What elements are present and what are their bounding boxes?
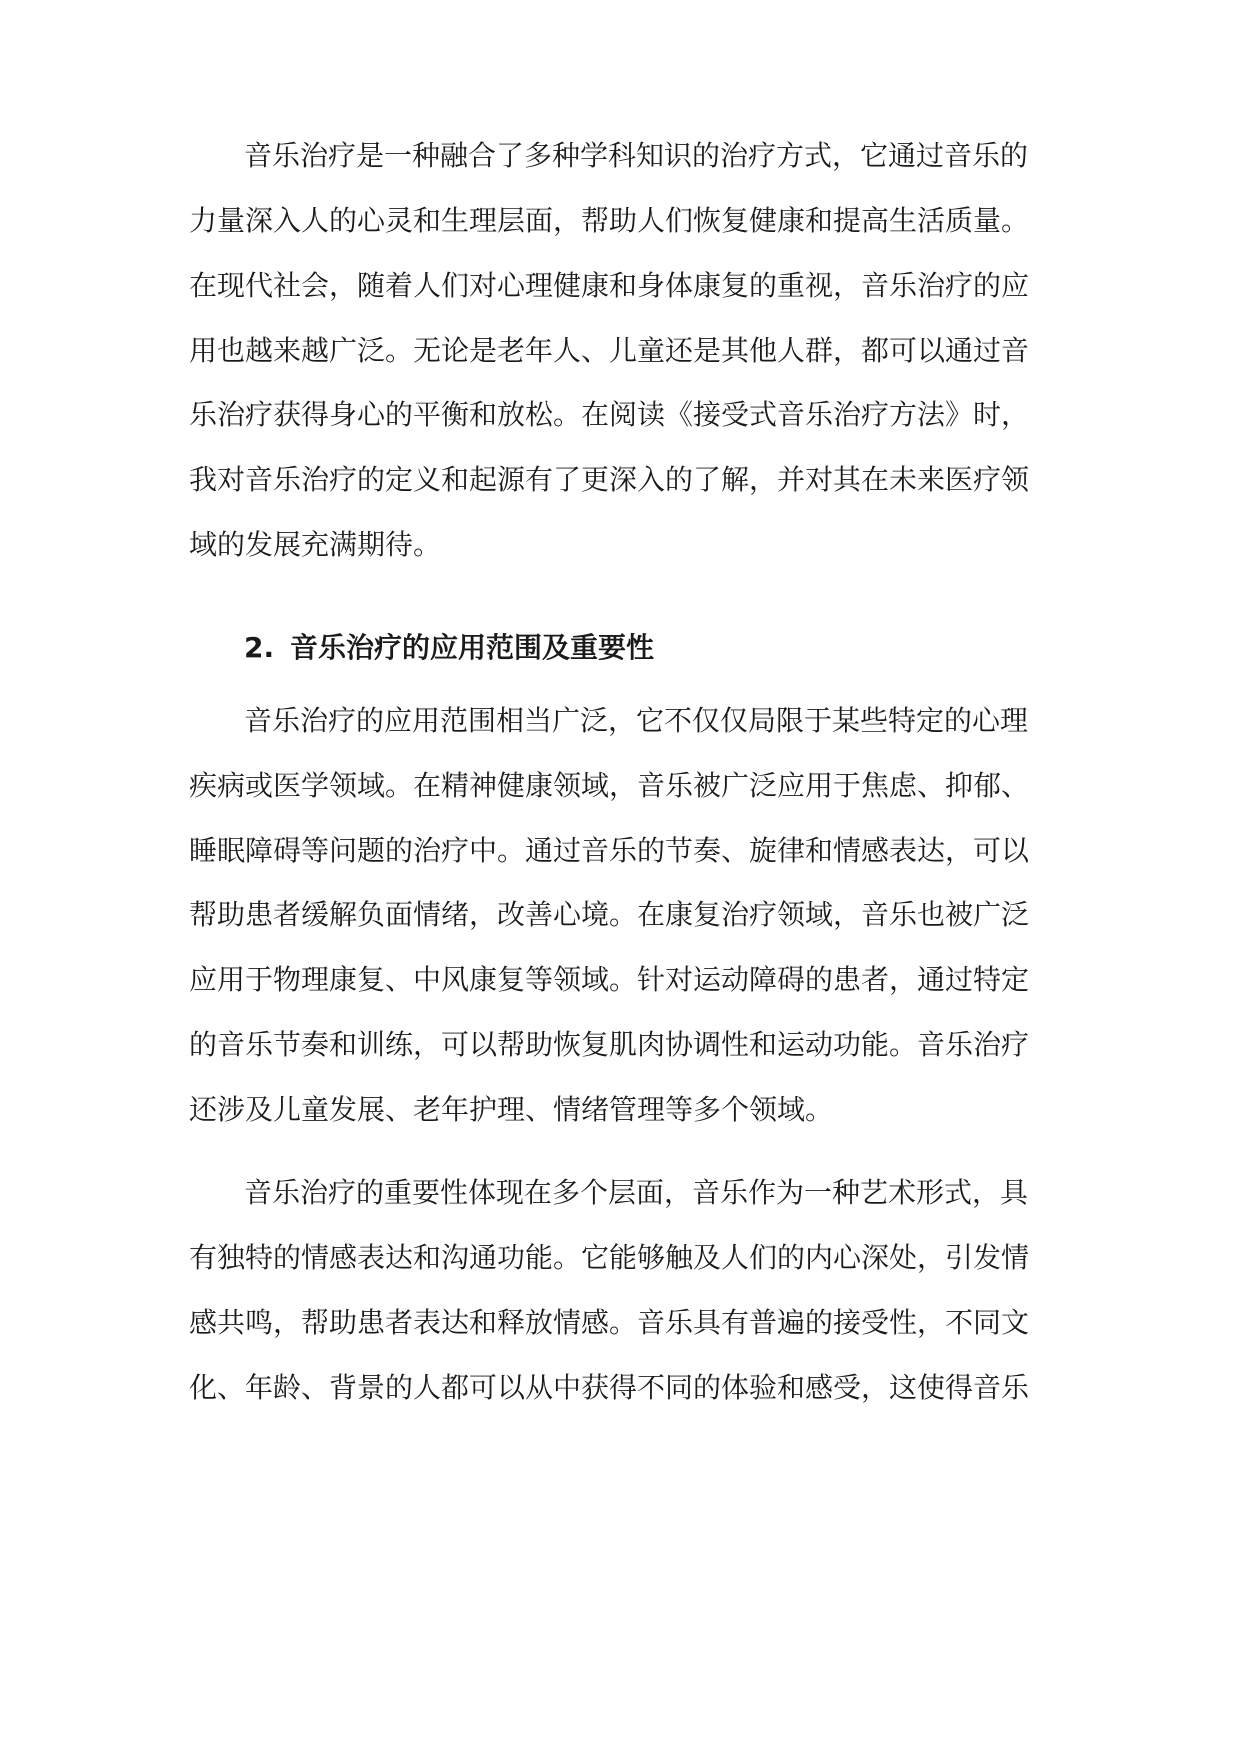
paragraph-line: 疾病或医学领域。在精神健康领域，音乐被广泛应用于焦虑、抑郁、 <box>189 769 1030 802</box>
section-heading <box>244 630 654 666</box>
paragraph-line: 音乐治疗是一种融合了多种学科知识的治疗方式，它通过音乐的 <box>244 139 1029 172</box>
paragraph-line: 音乐治疗的应用范围相当广泛，它不仅仅局限于某些特定的心理 <box>244 704 1029 737</box>
paragraph-line: 的音乐节奏和训练，可以帮助恢复肌肉协调性和运动功能。音乐治疗 <box>189 1028 1030 1061</box>
paragraph-line: 用也越来越广泛。无论是老年人、儿童还是其他人群，都可以通过音 <box>189 334 1030 367</box>
paragraph-line: 化、年龄、背景的人都可以从中获得不同的体验和感受，这使得音乐 <box>189 1371 1030 1404</box>
paragraph-line: 力量深入人的心灵和生理层面，帮助人们恢复健康和提高生活质量。 <box>189 204 1030 237</box>
section-title: 音乐治疗的应用范围及重要性 <box>290 631 655 664</box>
paragraph-line: 帮助患者缓解负面情绪，改善心境。在康复治疗领域，音乐也被广泛 <box>189 898 1030 931</box>
paragraph-line: 音乐治疗的重要性体现在多个层面，音乐作为一种艺术形式，具 <box>244 1176 1029 1209</box>
paragraph-line: 域的发展充满期待。 <box>189 528 442 561</box>
paragraph-line: 有独特的情感表达和沟通功能。它能够触及人们的内心深处，引发情 <box>189 1241 1030 1274</box>
paragraph-line: 我对音乐治疗的定义和起源有了更深入的了解，并对其在未来医疗领 <box>189 463 1030 496</box>
paragraph-line: 乐治疗获得身心的平衡和放松。在阅读《接受式音乐治疗方法》时， <box>189 398 1030 431</box>
section-number: 2. <box>244 631 275 664</box>
paragraph-line: 应用于物理康复、中风康复等领域。针对运动障碍的患者，通过特定 <box>189 963 1030 996</box>
paragraph-line: 在现代社会，随着人们对心理健康和身体康复的重视，音乐治疗的应 <box>189 269 1030 302</box>
paragraph-line: 还涉及儿童发展、老年护理、情绪管理等多个领域。 <box>189 1093 834 1126</box>
paragraph-line: 睡眠障碍等问题的治疗中。通过音乐的节奏、旋律和情感表达，可以 <box>189 834 1030 867</box>
paragraph-line: 感共鸣，帮助患者表达和释放情感。音乐具有普遍的接受性，不同文 <box>189 1306 1030 1339</box>
